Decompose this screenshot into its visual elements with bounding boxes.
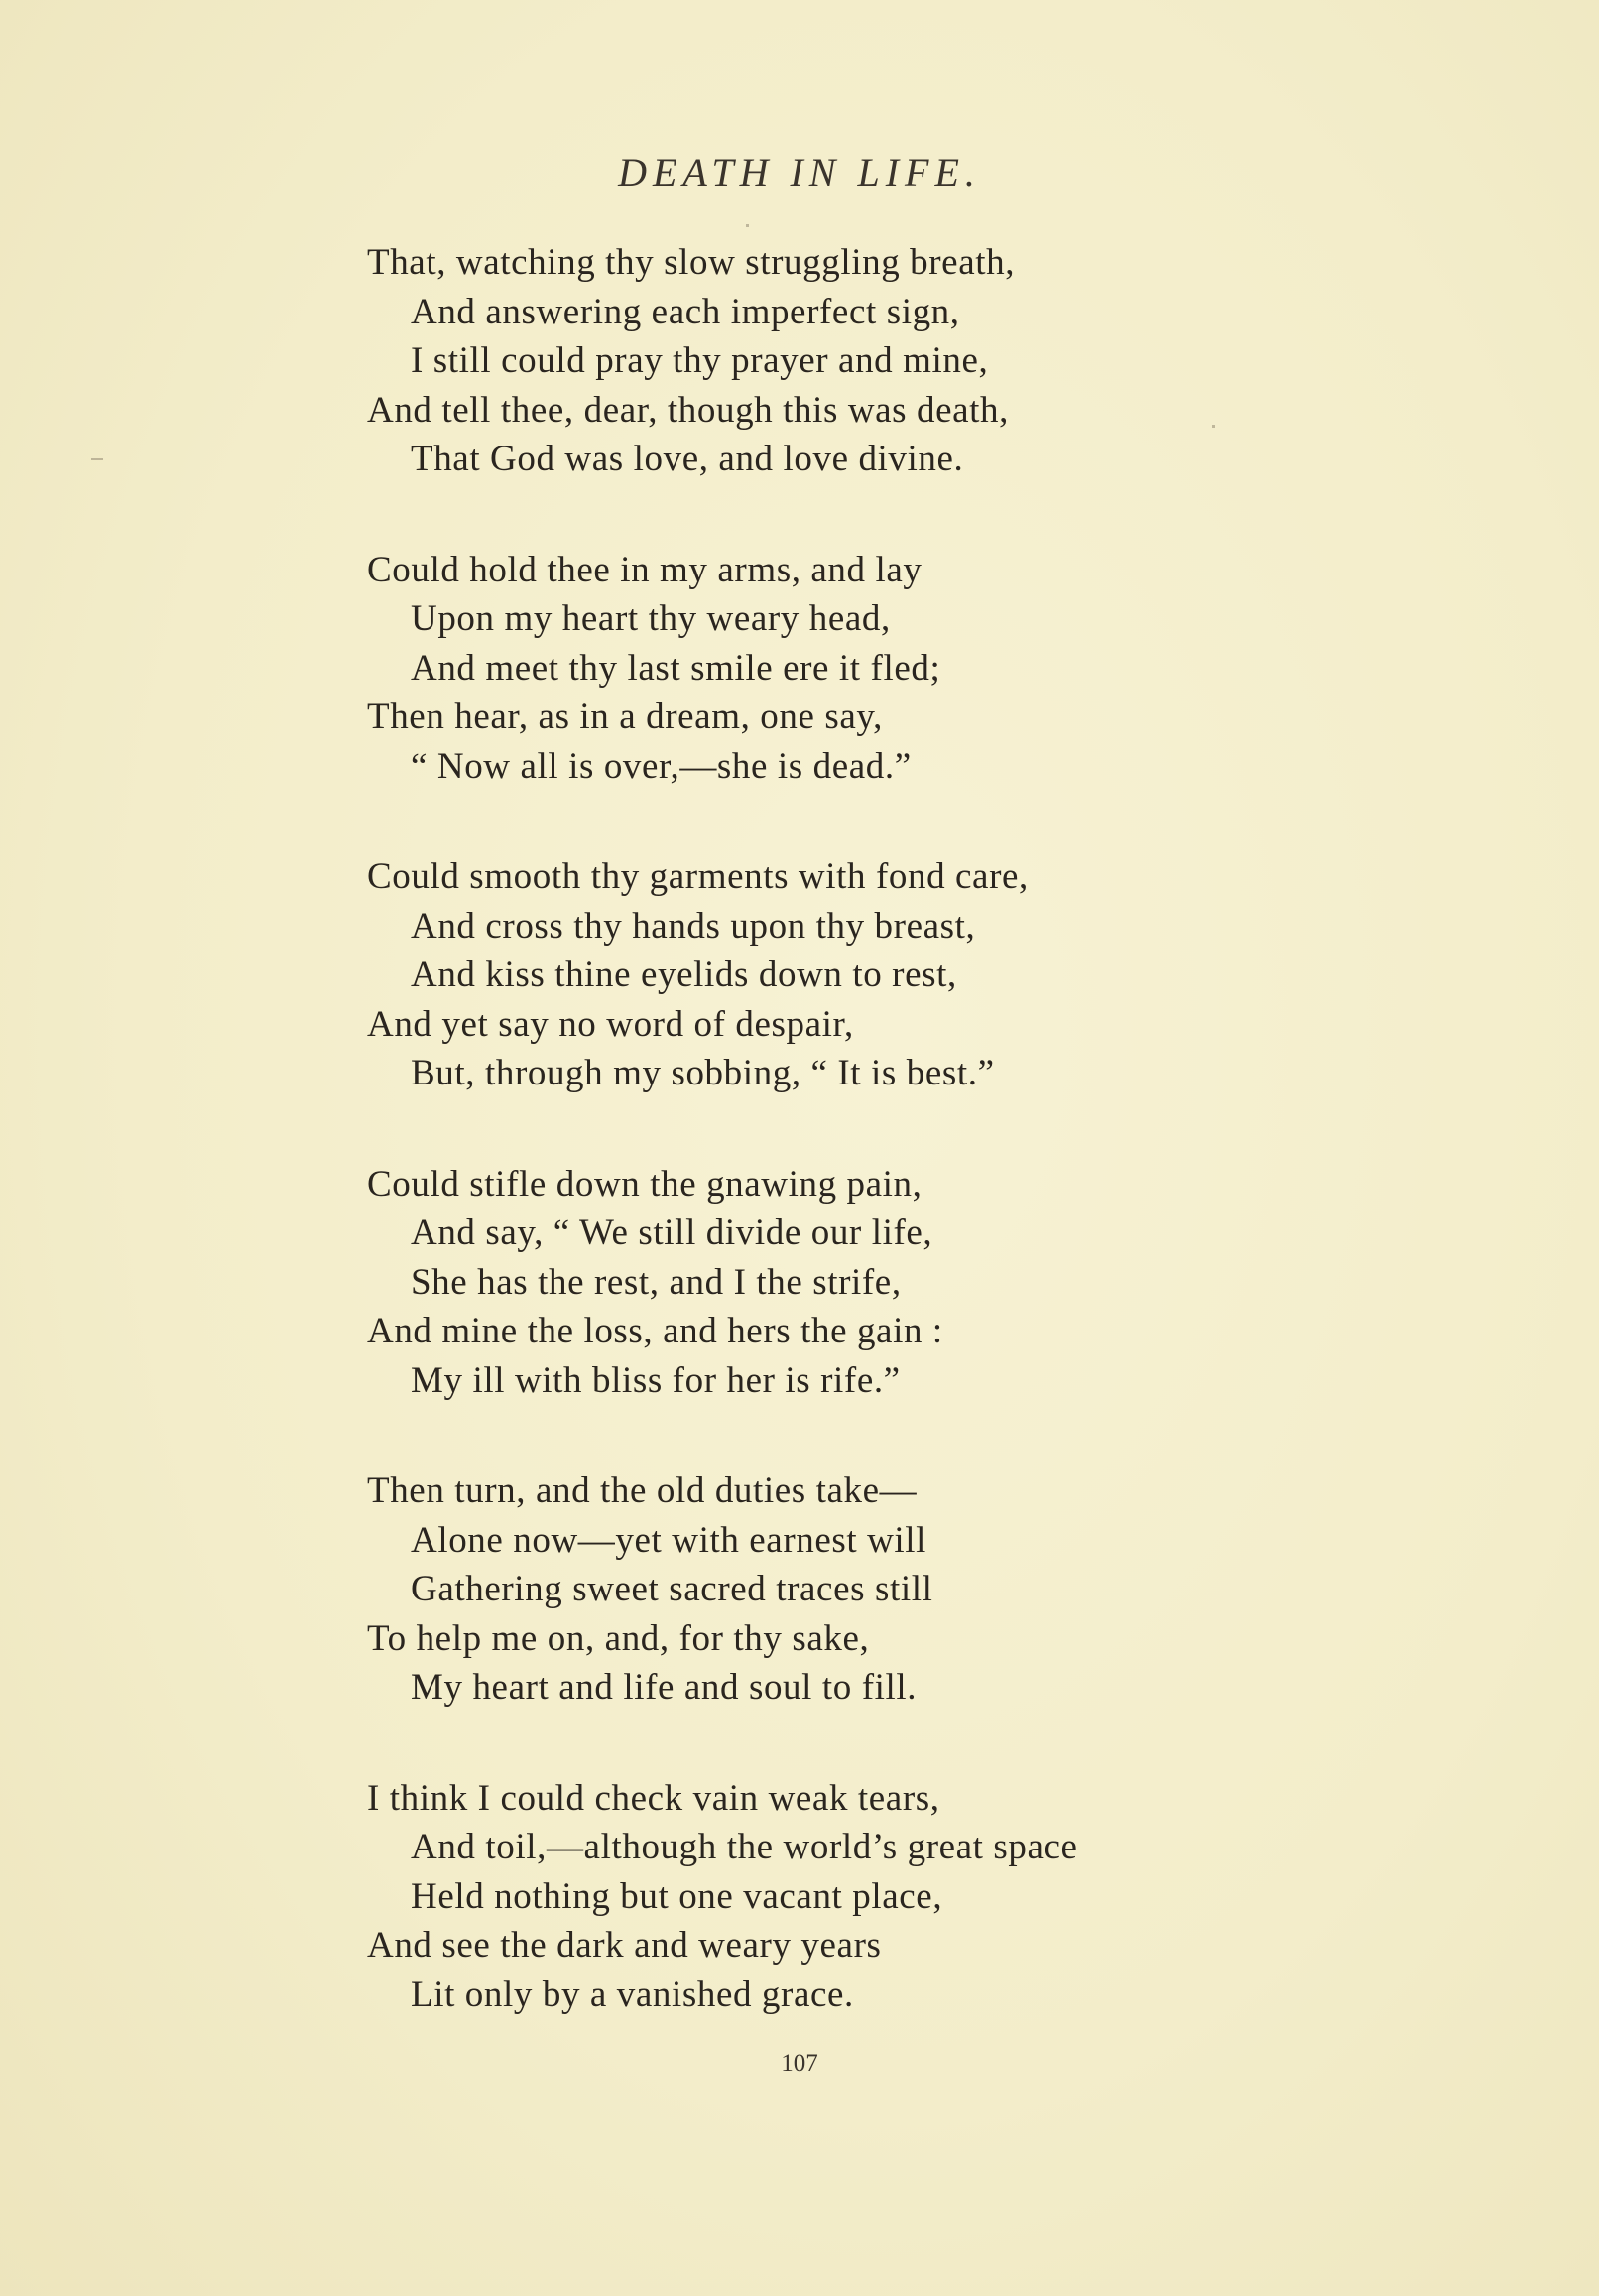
poem-line: I still could pray thy prayer and mine,	[411, 340, 989, 381]
poem-line: That God was love, and love divine.	[411, 439, 964, 479]
stanza	[367, 238, 1359, 484]
page-number: 107	[781, 2050, 818, 2077]
poem-line: And toil,—although the world’s great space	[411, 1827, 1078, 1867]
poem-line: That, watching thy slow struggling breath,	[367, 242, 1016, 283]
poem-line: And say, “ We still divide our life,	[411, 1212, 933, 1253]
stanza	[367, 1774, 1359, 2020]
poem-line: And cross thy hands upon thy breast,	[411, 905, 976, 947]
poem-line: And mine the loss, and hers the gain :	[367, 1311, 943, 1351]
poem-line: My heart and life and soul to fill.	[411, 1667, 918, 1708]
poem-line: And kiss thine eyelids down to rest,	[411, 955, 957, 995]
poem-body	[367, 238, 1359, 2081]
poem-line: And answering each imperfect sign,	[411, 291, 960, 332]
poem-line: She has the rest, and I the strife,	[411, 1261, 902, 1303]
stanza	[367, 546, 1359, 792]
poem-line: And yet say no word of despair,	[367, 1003, 854, 1045]
poem-line: And meet thy last smile ere it fled;	[411, 647, 941, 689]
poem-line: Could smooth thy garments with fond care,	[367, 856, 1029, 897]
stanza	[367, 1160, 1359, 1406]
poem-line: Could hold thee in my arms, and lay	[367, 549, 922, 590]
poem-line: I think I could check vain weak tears,	[367, 1777, 940, 1819]
poem-line: Then turn, and the old duties take—	[367, 1470, 918, 1511]
poem-line: Could stifle down the gnawing pain,	[367, 1163, 922, 1205]
page-speck	[91, 458, 103, 460]
poem-line: Held nothing but one vacant place,	[411, 1875, 943, 1917]
poem-line: Alone now—yet with earnest will	[411, 1519, 927, 1561]
poem-line: Then hear, as in a dream, one say,	[367, 697, 883, 737]
page-speck	[746, 224, 749, 227]
poem-line: And tell thee, dear, though this was death,	[367, 389, 1009, 431]
poem-line: And see the dark and weary years	[367, 1925, 882, 1966]
poem-line: Gathering sweet sacred traces still	[411, 1569, 933, 1609]
poem-line: My ill with bliss for her is rife.”	[411, 1359, 901, 1401]
poem-line: But, through my sobbing, “ It is best.”	[411, 1053, 995, 1093]
poem-line: To help me on, and, for thy sake,	[367, 1617, 870, 1659]
poem-line: Upon my heart thy weary head,	[411, 598, 891, 639]
poem-line: “ Now all is over,—she is dead.”	[411, 745, 912, 787]
stanza	[367, 852, 1359, 1098]
poem-line: Lit only by a vanished grace.	[411, 1974, 854, 2015]
running-head: DEATH IN LIFE.	[618, 150, 981, 194]
stanza	[367, 1467, 1359, 1713]
